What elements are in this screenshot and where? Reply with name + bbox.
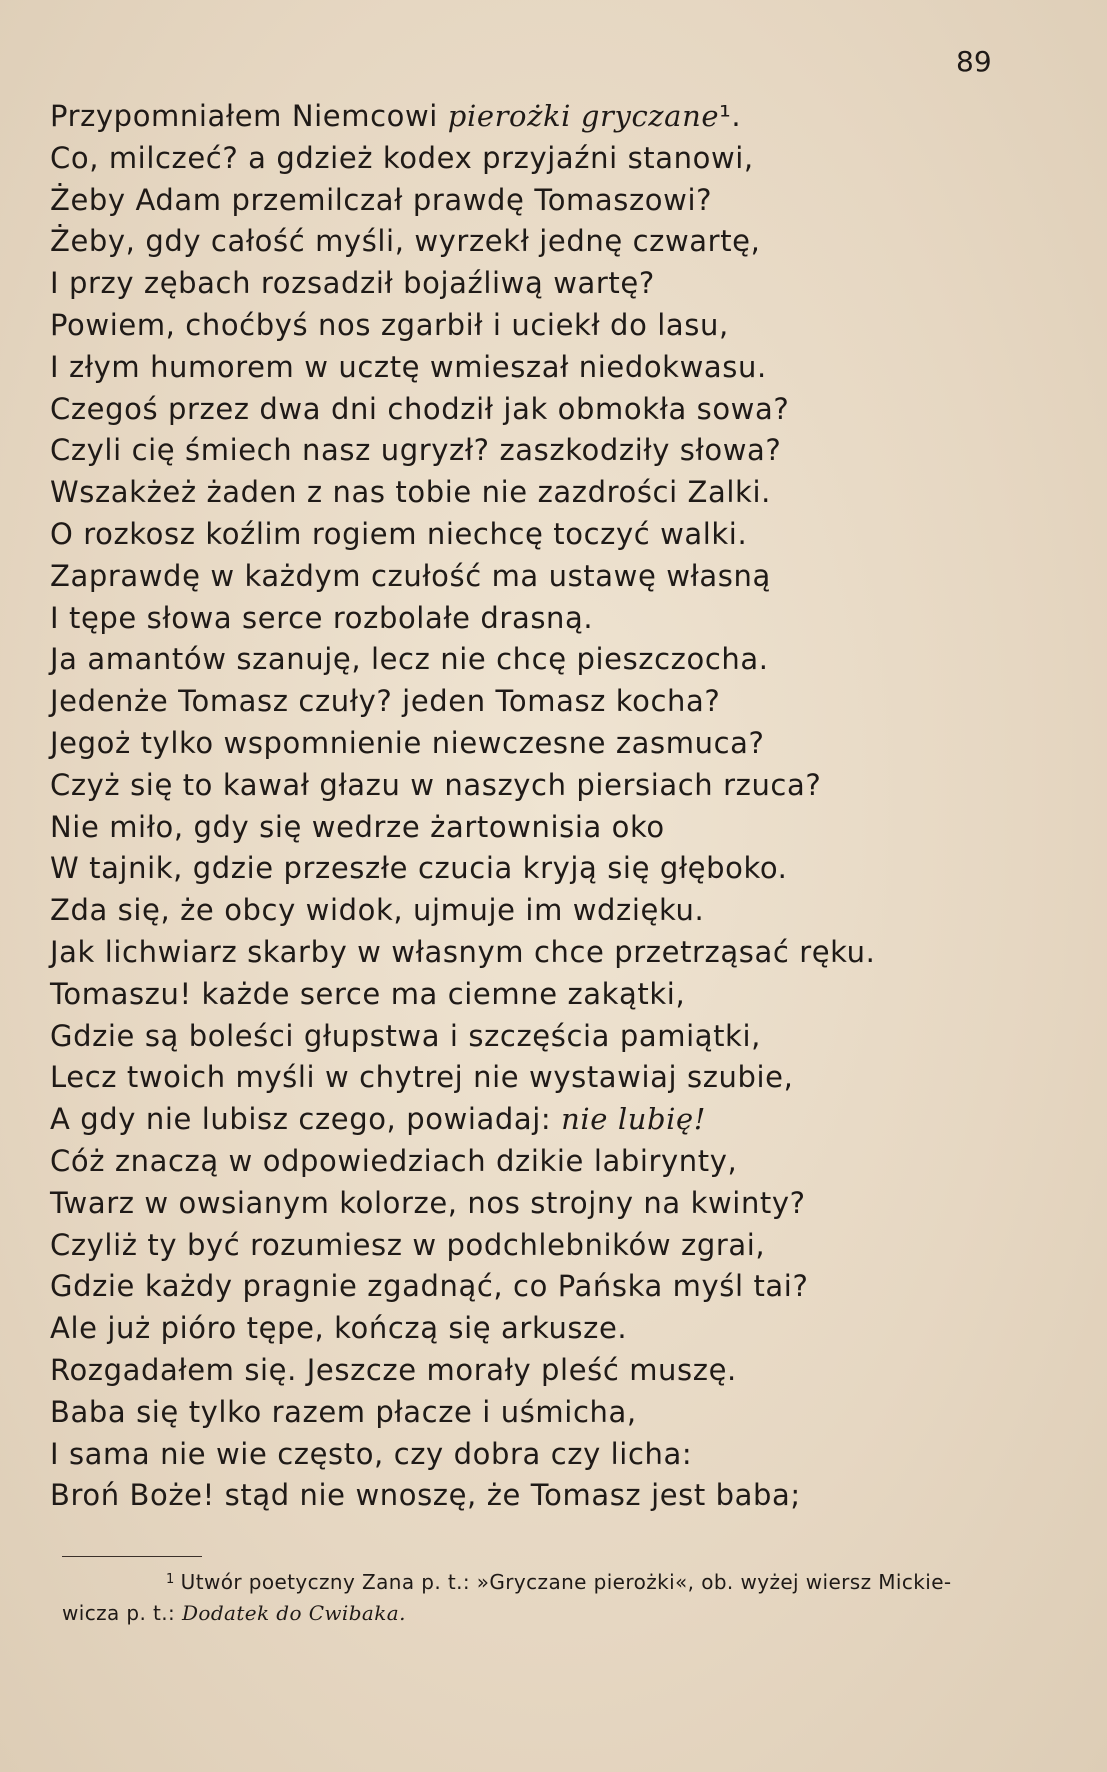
poem-line-text: Ja amantów szanuję, lecz nie chcę pieszczocha.: [50, 642, 769, 677]
poem-line-text: Przypomniałem Niemcowi: [50, 99, 448, 133]
poem-line: [50, 347, 1050, 389]
poem-line: [50, 138, 1050, 180]
poem-line-italic: nie lubię!: [561, 1102, 707, 1137]
poem-line: [50, 765, 1050, 807]
poem-line-text: Czyż się to kawał głazu w naszych piersiach rzuca?: [50, 767, 822, 802]
poem-line-text: Tomaszu! każde serce ma ciemne zakątki,: [50, 976, 686, 1011]
poem-line-text: Co, milczeć? a gdzież kodex przyjaźni stanowi,: [50, 140, 754, 175]
poem-line-text: Jedenże Tomasz czuły? jeden Tomasz kocha?: [50, 684, 721, 719]
footnote-line-1: [62, 1564, 1022, 1598]
poem-line: [50, 723, 1050, 765]
poem-line-text: Gdzie każdy pragnie zgadnąć, co Pańska myśl tai?: [50, 1269, 809, 1304]
poem-line-text: Czegoś przez dwa dni chodził jak obmokła sowa?: [50, 391, 790, 426]
poem-line-text: Żeby, gdy całość myśli, wyrzekł jednę czwartę,: [50, 224, 761, 259]
poem-line: [50, 221, 1050, 263]
poem-line: [50, 430, 1050, 472]
footnote: [62, 1564, 1022, 1629]
poem-line-text: Zda się, że obcy widok, ujmuje im wdzięku.: [50, 893, 705, 928]
footnote-text-1: Utwór poetyczny Zana p. t.: »Gryczane pierożki«, ob. wyżej wiersz Mickie-: [180, 1570, 952, 1594]
poem-line: [50, 1225, 1050, 1267]
poem-line-text: Twarz w owsianym kolorze, nos strojny na kwinty?: [50, 1185, 806, 1220]
poem-line-text: I przy zębach rozsadził bojaźliwą wartę?: [50, 266, 655, 301]
footnote-line-2: [62, 1598, 1022, 1629]
poem-line-text: O rozkosz koźlim rogiem niechcę toczyć walki.: [50, 516, 748, 551]
poem-line: [50, 1475, 1050, 1517]
poem-line: [50, 180, 1050, 222]
poem-line: [50, 305, 1050, 347]
poem-line-text: Nie miło, gdy się wedrze żartownisia oko: [50, 809, 665, 844]
poem-line-text: Żeby Adam przemilczał prawdę Tomaszowi?: [50, 182, 713, 217]
poem-line: [50, 1141, 1050, 1183]
footnote-mark: 1: [166, 1572, 175, 1587]
poem-line: [50, 848, 1050, 890]
poem-line: [50, 639, 1050, 681]
poem-line-text: Broń Boże! stąd nie wnoszę, że Tomasz jest baba;: [50, 1478, 801, 1513]
poem-line: [50, 1016, 1050, 1058]
poem-line: [50, 598, 1050, 640]
footnote-divider: [62, 1556, 202, 1557]
poem-line-text: W tajnik, gdzie przeszłe czucia kryją się głęboko.: [50, 851, 788, 886]
poem-line: [50, 974, 1050, 1016]
poem-line: [50, 389, 1050, 431]
poem-line: [50, 932, 1050, 974]
poem-line: [50, 96, 1050, 138]
poem-line-text: I sama nie wie często, czy dobra czy licha:: [50, 1436, 693, 1471]
poem-line: [50, 681, 1050, 723]
poem-line: [50, 807, 1050, 849]
poem-line-text: Czyliż ty być rozumiesz w podchlebników zgrai,: [50, 1227, 766, 1262]
poem-line-text: Jegoż tylko wspomnienie niewczesne zasmuca?: [50, 725, 765, 760]
poem-line-text: Jak lichwiarz skarby w własnym chce przetrząsać ręku.: [50, 934, 876, 969]
poem-line: [50, 472, 1050, 514]
poem-line-text: Baba się tylko razem płacze i uśmicha,: [50, 1394, 637, 1429]
poem-line: [50, 1183, 1050, 1225]
poem-line-text: Wszakżeż żaden z nas tobie nie zazdrości Zalki.: [50, 475, 771, 510]
poem-line-text: Zaprawdę w każdym czułość ma ustawę własną: [50, 558, 771, 593]
poem-line: [50, 1266, 1050, 1308]
poem-line-text: I złym humorem w ucztę wmieszał niedokwasu.: [50, 349, 767, 384]
poem-line: [50, 1099, 1050, 1141]
poem-text: [50, 96, 1050, 1517]
poem-line-text: A gdy nie lubisz czego, powiadaj:: [50, 1102, 562, 1137]
poem-line: [50, 1057, 1050, 1099]
poem-line-text: Rozgadałem się. Jeszcze morały pleść muszę.: [50, 1352, 737, 1387]
poem-line-text: Gdzie są boleści głupstwa i szczęścia pamiątki,: [50, 1018, 761, 1053]
poem-line-text: Cóż znaczą w odpowiedziach dzikie labirynty,: [50, 1143, 738, 1178]
poem-line: [50, 1308, 1050, 1350]
poem-line-italic: pierożki gryczane: [447, 99, 720, 133]
footnote-title: Dodatek do Cwibaka.: [181, 1601, 406, 1625]
poem-line-text: Powiem, choćbyś nos zgarbił i uciekł do lasu,: [50, 307, 729, 342]
poem-line-suffix: ¹.: [719, 99, 742, 133]
poem-line: [50, 1392, 1050, 1434]
poem-line: [50, 514, 1050, 556]
page-number: 89: [956, 45, 992, 78]
poem-line-text: Czyli cię śmiech nasz ugryzł? zaszkodziły słowa?: [50, 433, 782, 468]
poem-line: [50, 556, 1050, 598]
poem-line-text: I tępe słowa serce rozbolałe drasną.: [50, 600, 594, 635]
poem-line: [50, 1350, 1050, 1392]
poem-line-text: Ale już pióro tępe, kończą się arkusze.: [50, 1311, 628, 1346]
poem-line-text: Lecz twoich myśli w chytrej nie wystawiaj szubie,: [50, 1060, 794, 1095]
poem-line: [50, 263, 1050, 305]
poem-line: [50, 890, 1050, 932]
footnote-text-2: wicza p. t.:: [62, 1601, 182, 1625]
poem-line: [50, 1434, 1050, 1476]
